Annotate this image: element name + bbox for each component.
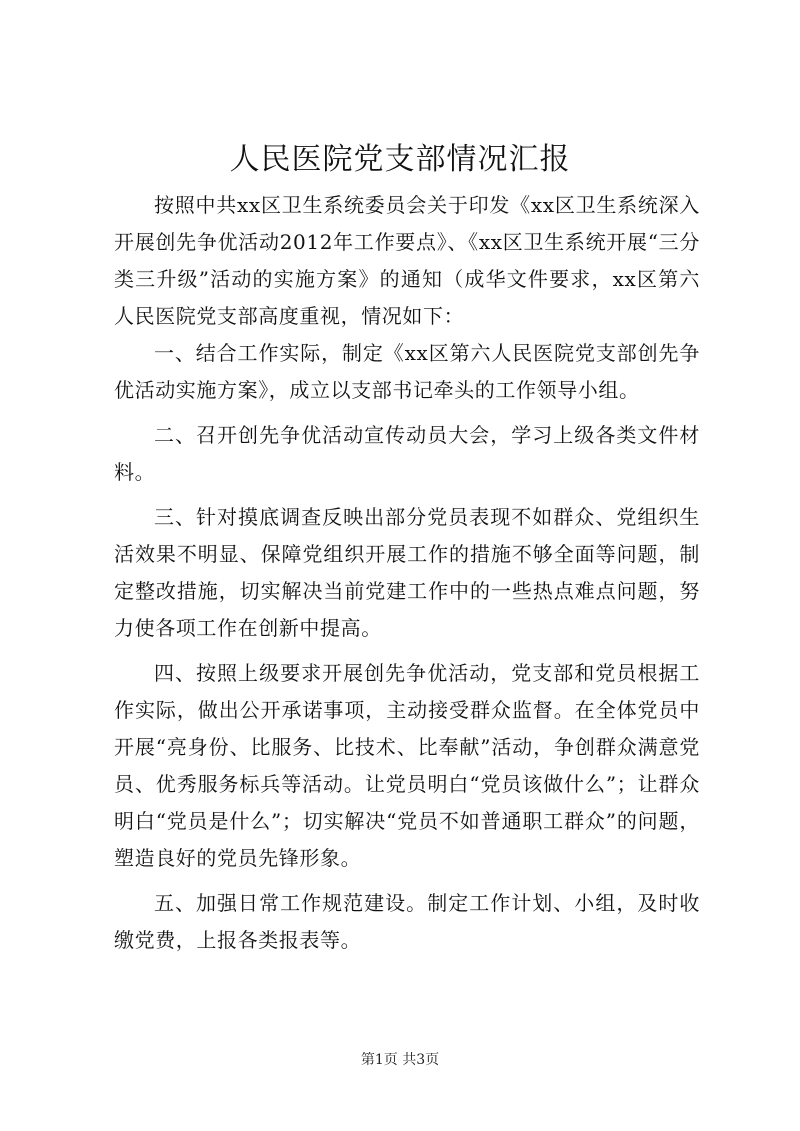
paragraph-item-1: 一、结合工作实际，制定《xx区第六人民医院党支部创先争优活动实施方案》，成立以支部书记牵头的工作领导小组。 <box>114 341 700 402</box>
paragraph-item-4: 四、按照上级要求开展创先争优活动，党支部和党员根据工作实际，做出公开承诺事项，主动接受群众监督。在全体党员中开展“亮身份、比服务、比技术、比奉献”活动，争创群众满意党员、优秀服务标兵等活动。让党员明白“党员该做什么”；让群众明白“党员是什么”；切实解决“党员不如普通职工群众”的问题，塑造良好的党员先锋形象。 <box>114 661 700 870</box>
paragraph-item-5: 五、加强日常工作规范建设。制定工作计划、小组，及时收缴党费，上报各类报表等。 <box>114 891 700 952</box>
paragraph-item-2: 二、召开创先争优活动宣传动员大会，学习上级各类文件材料。 <box>114 423 700 484</box>
paragraph-intro: 按照中共xx区卫生系统委员会关于印发《xx区卫生系统深入开展创先争优活动2012年工作要点》、《xx区卫生系统开展“三分类三升级”活动的实施方案》的通知（成华文件要求，xx区第六人民医院党支部高度重视，情况如下： <box>114 193 700 328</box>
document-title: 人民医院党支部情况汇报 <box>229 142 571 177</box>
page-footer: 第1页 共3页 <box>360 1052 440 1068</box>
document-body <box>114 187 700 967</box>
paragraph-item-3: 三、针对摸底调查反映出部分党员表现不如群众、党组织生活效果不明显、保障党组织开展工作的措施不够全面等问题，制定整改措施，切实解决当前党建工作中的一些热点难点问题，努力使各项工作在创新中提高。 <box>114 505 700 640</box>
